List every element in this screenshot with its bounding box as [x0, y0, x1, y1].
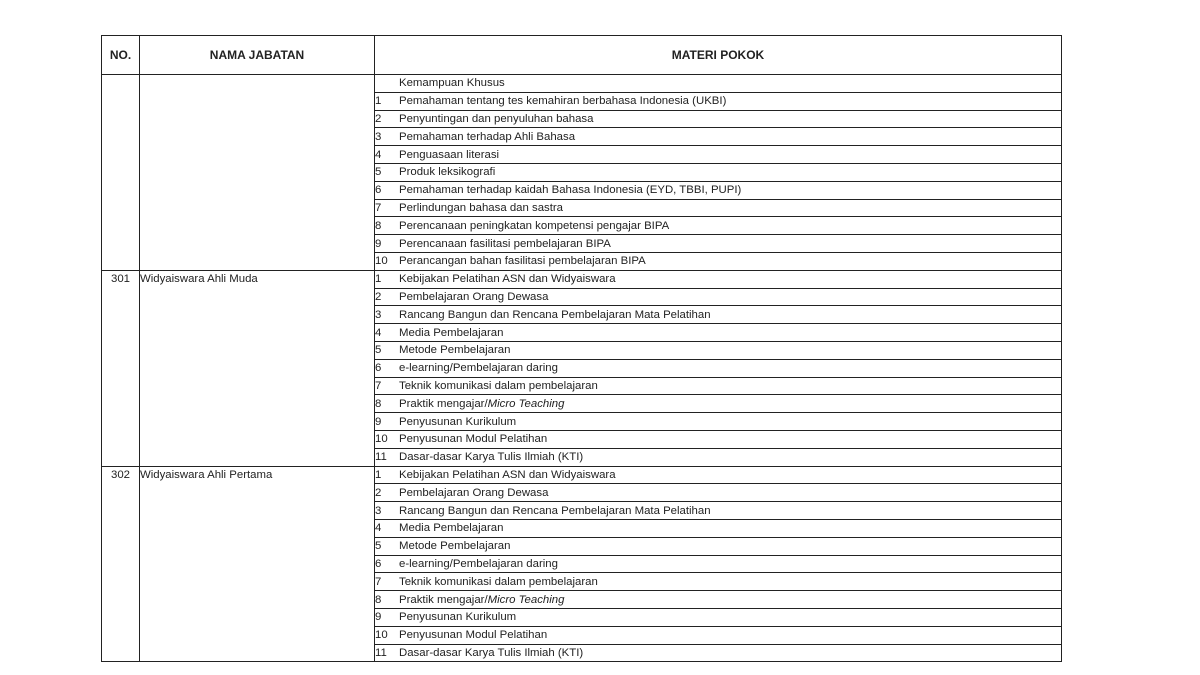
materi-item: [375, 270, 1062, 288]
materi-item-text: Dasar-dasar Karya Tulis Ilmiah (KTI): [399, 646, 584, 659]
materi-item-text: Media Pembelajaran: [399, 522, 504, 535]
materi-item-number: 4: [375, 148, 382, 161]
materi-item-number: 10: [375, 255, 388, 268]
materi-item-text: Penyusunan Modul Pelatihan: [399, 433, 548, 446]
materi-item: [375, 448, 1062, 466]
jabatan-number: 302: [102, 466, 140, 662]
materi-item-text: Pemahaman terhadap Ahli Bahasa: [399, 130, 576, 143]
materi-item: [375, 395, 1062, 413]
materi-item-number: 8: [375, 593, 382, 606]
materi-item-number: 6: [375, 184, 382, 197]
materi-item-text: Pemahaman terhadap kaidah Bahasa Indonesia (EYD, TBBI, PUPI): [399, 184, 742, 197]
materi-item-text: Kebijakan Pelatihan ASN dan Widyaiswara: [399, 468, 616, 481]
materi-item-number: 11: [375, 646, 387, 659]
materi-item: [375, 608, 1062, 626]
materi-item-text: Media Pembelajaran: [399, 326, 504, 339]
materi-item-text: Praktik mengajar/: [399, 593, 488, 606]
materi-item: [375, 591, 1062, 609]
jabatan-name: Widyaiswara Ahli Muda: [140, 270, 375, 466]
materi-heading-text: Kemampuan Khusus: [399, 77, 505, 90]
materi-item-number: 8: [375, 397, 382, 410]
materi-item: [375, 644, 1062, 662]
materi-item: [375, 359, 1062, 377]
materi-item-text: Perancangan bahan fasilitasi pembelajaran BIPA: [399, 255, 646, 268]
materi-item: [375, 217, 1062, 235]
materi-item-text: Pemahaman tentang tes kemahiran berbahasa Indonesia (UKBI): [399, 95, 727, 108]
table-row: [102, 270, 1062, 288]
materi-item-text: Metode Pembelajaran: [399, 344, 511, 357]
materi-item: [375, 466, 1062, 484]
materi-item: [375, 573, 1062, 591]
materi-item-number: 4: [375, 326, 382, 339]
materi-item-number: 5: [375, 344, 382, 357]
materi-item-text: Perencanaan fasilitasi pembelajaran BIPA: [399, 237, 611, 250]
materi-item-italic-text: Micro Teaching: [487, 397, 565, 410]
materi-item-number: 11: [375, 451, 387, 464]
jabatan-name: Widyaiswara Ahli Pertama: [140, 466, 375, 662]
materi-item-number: 2: [375, 290, 382, 303]
materi-item-text: Penyuntingan dan penyuluhan bahasa: [399, 112, 594, 125]
materi-item-text: Teknik komunikasi dalam pembelajaran: [399, 379, 598, 392]
materi-item-number: 9: [375, 237, 382, 250]
materi-item-text: Perlindungan bahasa dan sastra: [399, 201, 564, 214]
materi-item: [375, 235, 1062, 253]
materi-item: [375, 92, 1062, 110]
materi-item-text: Dasar-dasar Karya Tulis Ilmiah (KTI): [399, 451, 584, 464]
materi-pokok-table: [101, 35, 1062, 662]
materi-item-number: 5: [375, 166, 382, 179]
materi-item-number: 9: [375, 415, 382, 428]
materi-item: [375, 181, 1062, 199]
materi-item-text: e-learning/Pembelajaran daring: [399, 362, 558, 375]
materi-item-number: 1: [375, 468, 382, 481]
header-no: NO.: [102, 36, 140, 75]
materi-item-number: 1: [375, 95, 382, 108]
table-row: [102, 75, 1062, 93]
materi-item: [375, 288, 1062, 306]
materi-item-italic-text: Micro Teaching: [487, 593, 565, 606]
materi-item-number: 4: [375, 522, 382, 535]
table-body: [102, 75, 1062, 662]
materi-item-number: 5: [375, 540, 382, 553]
materi-item-number: 1: [375, 273, 382, 286]
materi-item: [375, 555, 1062, 573]
materi-item-text: Kebijakan Pelatihan ASN dan Widyaiswara: [399, 273, 616, 286]
materi-item-text: Produk leksikografi: [399, 166, 496, 179]
header-materi-pokok: MATERI POKOK: [375, 36, 1062, 75]
materi-item: [375, 324, 1062, 342]
materi-item-text: Penyusunan Modul Pelatihan: [399, 629, 548, 642]
materi-item: [375, 537, 1062, 555]
materi-item-number: 7: [375, 575, 382, 588]
materi-item: [375, 306, 1062, 324]
materi-item-text: Metode Pembelajaran: [399, 540, 511, 553]
materi-heading: [375, 75, 1062, 93]
materi-item: [375, 128, 1062, 146]
materi-item-text: Pembelajaran Orang Dewasa: [399, 290, 549, 303]
materi-item-number: 3: [375, 130, 382, 143]
materi-item-text: Penyusunan Kurikulum: [399, 611, 517, 624]
materi-item: [375, 502, 1062, 520]
materi-item: [375, 626, 1062, 644]
materi-item-number: 2: [375, 486, 382, 499]
materi-item-text: Rancang Bangun dan Rencana Pembelajaran Mata Pelatihan: [399, 504, 711, 517]
jabatan-number: [102, 75, 140, 271]
materi-item: [375, 146, 1062, 164]
jabatan-number: 301: [102, 270, 140, 466]
materi-item-number: 10: [375, 433, 388, 446]
materi-item-text: Teknik komunikasi dalam pembelajaran: [399, 575, 598, 588]
materi-item: [375, 163, 1062, 181]
materi-item: [375, 377, 1062, 395]
materi-item-number: 6: [375, 362, 382, 375]
materi-item-text: Rancang Bangun dan Rencana Pembelajaran Mata Pelatihan: [399, 308, 711, 321]
table-row: [102, 466, 1062, 484]
header-row: [102, 36, 1062, 75]
materi-item-number: 7: [375, 201, 382, 214]
materi-item-text: Pembelajaran Orang Dewasa: [399, 486, 549, 499]
materi-item-number: 2: [375, 112, 382, 125]
materi-item-text: Penguasaan literasi: [399, 148, 500, 161]
materi-item: [375, 519, 1062, 537]
materi-item-number: 7: [375, 379, 382, 392]
materi-item-number: 3: [375, 504, 382, 517]
materi-item-text: Perencanaan peningkatan kompetensi pengajar BIPA: [399, 219, 670, 232]
materi-item: [375, 484, 1062, 502]
materi-item-text: e-learning/Pembelajaran daring: [399, 557, 558, 570]
materi-item: [375, 110, 1062, 128]
materi-item-number: 3: [375, 308, 382, 321]
materi-item-text: Penyusunan Kurikulum: [399, 415, 517, 428]
materi-item: [375, 252, 1062, 270]
materi-item-number: 9: [375, 611, 382, 624]
jabatan-name: [140, 75, 375, 271]
header-nama-jabatan: NAMA JABATAN: [140, 36, 375, 75]
materi-item: [375, 341, 1062, 359]
materi-item-number: 6: [375, 557, 382, 570]
materi-item: [375, 430, 1062, 448]
materi-item-text: Praktik mengajar/: [399, 397, 488, 410]
materi-item-number: 10: [375, 629, 388, 642]
materi-item-number: 8: [375, 219, 382, 232]
materi-item: [375, 199, 1062, 217]
materi-item: [375, 413, 1062, 431]
